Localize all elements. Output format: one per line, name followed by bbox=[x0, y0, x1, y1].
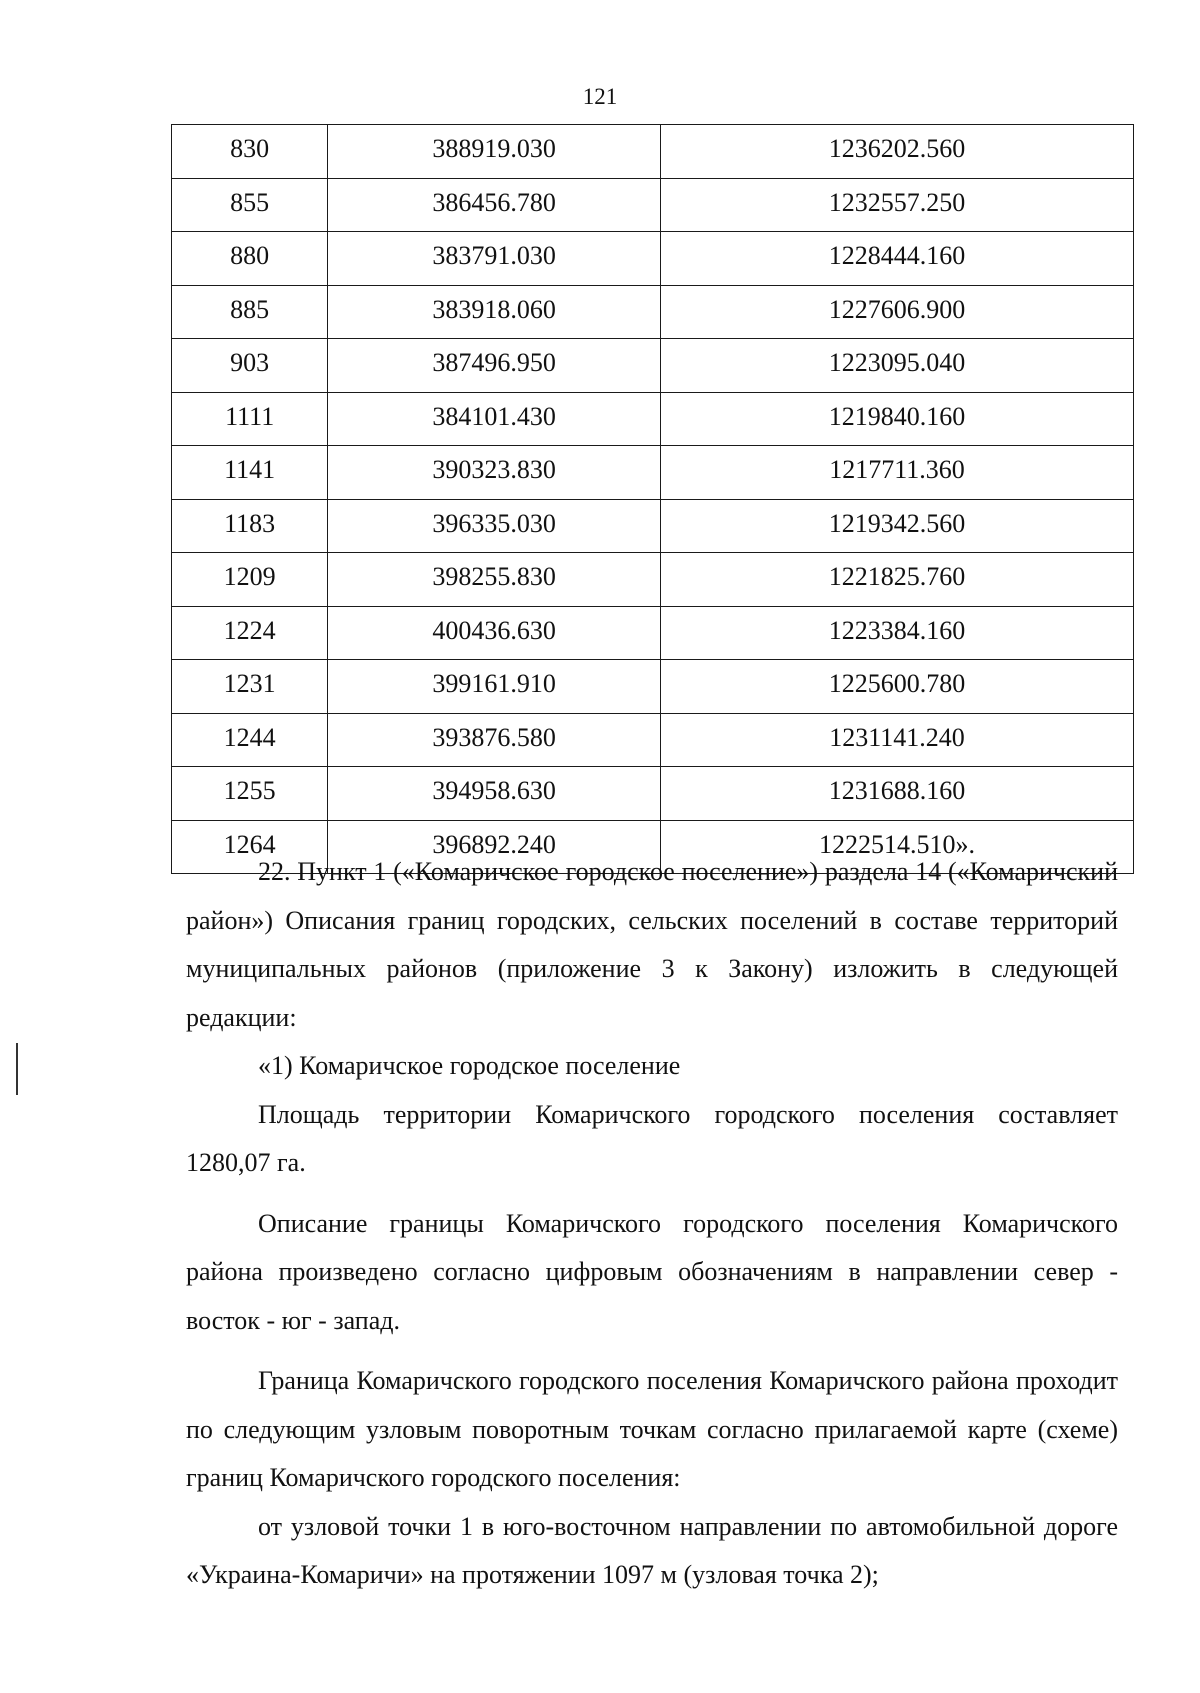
x-coordinate-cell: 387496.950 bbox=[328, 339, 661, 393]
table-row bbox=[172, 392, 1134, 446]
point-number-cell: 1183 bbox=[172, 499, 328, 553]
table-row bbox=[172, 767, 1134, 821]
point-number-cell: 880 bbox=[172, 232, 328, 286]
point-number-cell: 885 bbox=[172, 285, 328, 339]
y-coordinate-cell: 1223095.040 bbox=[661, 339, 1134, 393]
x-coordinate-cell: 399161.910 bbox=[328, 660, 661, 714]
table-row bbox=[172, 713, 1134, 767]
coordinates-table bbox=[171, 124, 1134, 874]
point-number-cell: 1141 bbox=[172, 446, 328, 500]
y-coordinate-cell: 1222514.510». bbox=[661, 820, 1134, 874]
x-coordinate-cell: 396335.030 bbox=[328, 499, 661, 553]
table-row bbox=[172, 553, 1134, 607]
y-coordinate-cell: 1228444.160 bbox=[661, 232, 1134, 286]
x-coordinate-cell: 383791.030 bbox=[328, 232, 661, 286]
paragraph-amendment: 22. Пункт 1 («Комаричское городское поселение») раздела 14 («Комаричский район») Описания границ городских, сельских поселений в составе территорий муниципальных районов (приложение 3 к Закону) изложить в следующей редакции: bbox=[186, 857, 1118, 1032]
point-number-cell: 830 bbox=[172, 125, 328, 179]
x-coordinate-cell: 386456.780 bbox=[328, 178, 661, 232]
paragraph-boundary-point: от узловой точки 1 в юго-восточном направлении по автомобильной дороге «Украина-Комаричи» на протяжении 1097 м (узловая точка 2); bbox=[186, 1511, 1118, 1589]
y-coordinate-cell: 1219840.160 bbox=[661, 392, 1134, 446]
table-row bbox=[172, 285, 1134, 339]
table-row bbox=[172, 606, 1134, 660]
table-row bbox=[172, 339, 1134, 393]
point-number-cell: 1244 bbox=[172, 713, 328, 767]
y-coordinate-cell: 1232557.250 bbox=[661, 178, 1134, 232]
table-row bbox=[172, 232, 1134, 286]
x-coordinate-cell: 396892.240 bbox=[328, 820, 661, 874]
page-number: 121 bbox=[582, 84, 618, 109]
x-coordinate-cell: 383918.060 bbox=[328, 285, 661, 339]
y-coordinate-cell: 1221825.760 bbox=[661, 553, 1134, 607]
point-number-cell: 903 bbox=[172, 339, 328, 393]
y-coordinate-cell: 1223384.160 bbox=[661, 606, 1134, 660]
x-coordinate-cell: 393876.580 bbox=[328, 713, 661, 767]
point-number-cell: 1111 bbox=[172, 392, 328, 446]
point-number-cell: 1224 bbox=[172, 606, 328, 660]
table-row bbox=[172, 660, 1134, 714]
y-coordinate-cell: 1231141.240 bbox=[661, 713, 1134, 767]
x-coordinate-cell: 388919.030 bbox=[328, 125, 661, 179]
point-number-cell: 855 bbox=[172, 178, 328, 232]
y-coordinate-cell: 1219342.560 bbox=[661, 499, 1134, 553]
table-row bbox=[172, 446, 1134, 500]
paragraph-boundary: Граница Комаричского городского поселения Комаричского района проходит по следующим узловым поворотным точкам согласно прилагаемой карте (схеме) границ Комаричского городского поселения: bbox=[186, 1366, 1118, 1492]
x-coordinate-cell: 400436.630 bbox=[328, 606, 661, 660]
y-coordinate-cell: 1231688.160 bbox=[661, 767, 1134, 821]
y-coordinate-cell: 1236202.560 bbox=[661, 125, 1134, 179]
point-number-cell: 1264 bbox=[172, 820, 328, 874]
section-heading: «1) Комаричское городское поселение bbox=[258, 1051, 681, 1080]
y-coordinate-cell: 1225600.780 bbox=[661, 660, 1134, 714]
table-row bbox=[172, 178, 1134, 232]
scan-margin-mark bbox=[16, 1043, 18, 1095]
document-body bbox=[186, 848, 1118, 1600]
paragraph-area: Площадь территории Комаричского городского поселения составляет 1280,07 га. bbox=[186, 1099, 1118, 1177]
x-coordinate-cell: 384101.430 bbox=[328, 392, 661, 446]
paragraph-description: Описание границы Комаричского городского поселения Комаричского района произведено согласно цифровым обозначениям в направлении север - восток - юг - запад. bbox=[186, 1208, 1118, 1335]
x-coordinate-cell: 394958.630 bbox=[328, 767, 661, 821]
point-number-cell: 1255 bbox=[172, 767, 328, 821]
point-number-cell: 1231 bbox=[172, 660, 328, 714]
y-coordinate-cell: 1227606.900 bbox=[661, 285, 1134, 339]
table-row bbox=[172, 125, 1134, 179]
table-row bbox=[172, 499, 1134, 553]
x-coordinate-cell: 398255.830 bbox=[328, 553, 661, 607]
x-coordinate-cell: 390323.830 bbox=[328, 446, 661, 500]
point-number-cell: 1209 bbox=[172, 553, 328, 607]
y-coordinate-cell: 1217711.360 bbox=[661, 446, 1134, 500]
